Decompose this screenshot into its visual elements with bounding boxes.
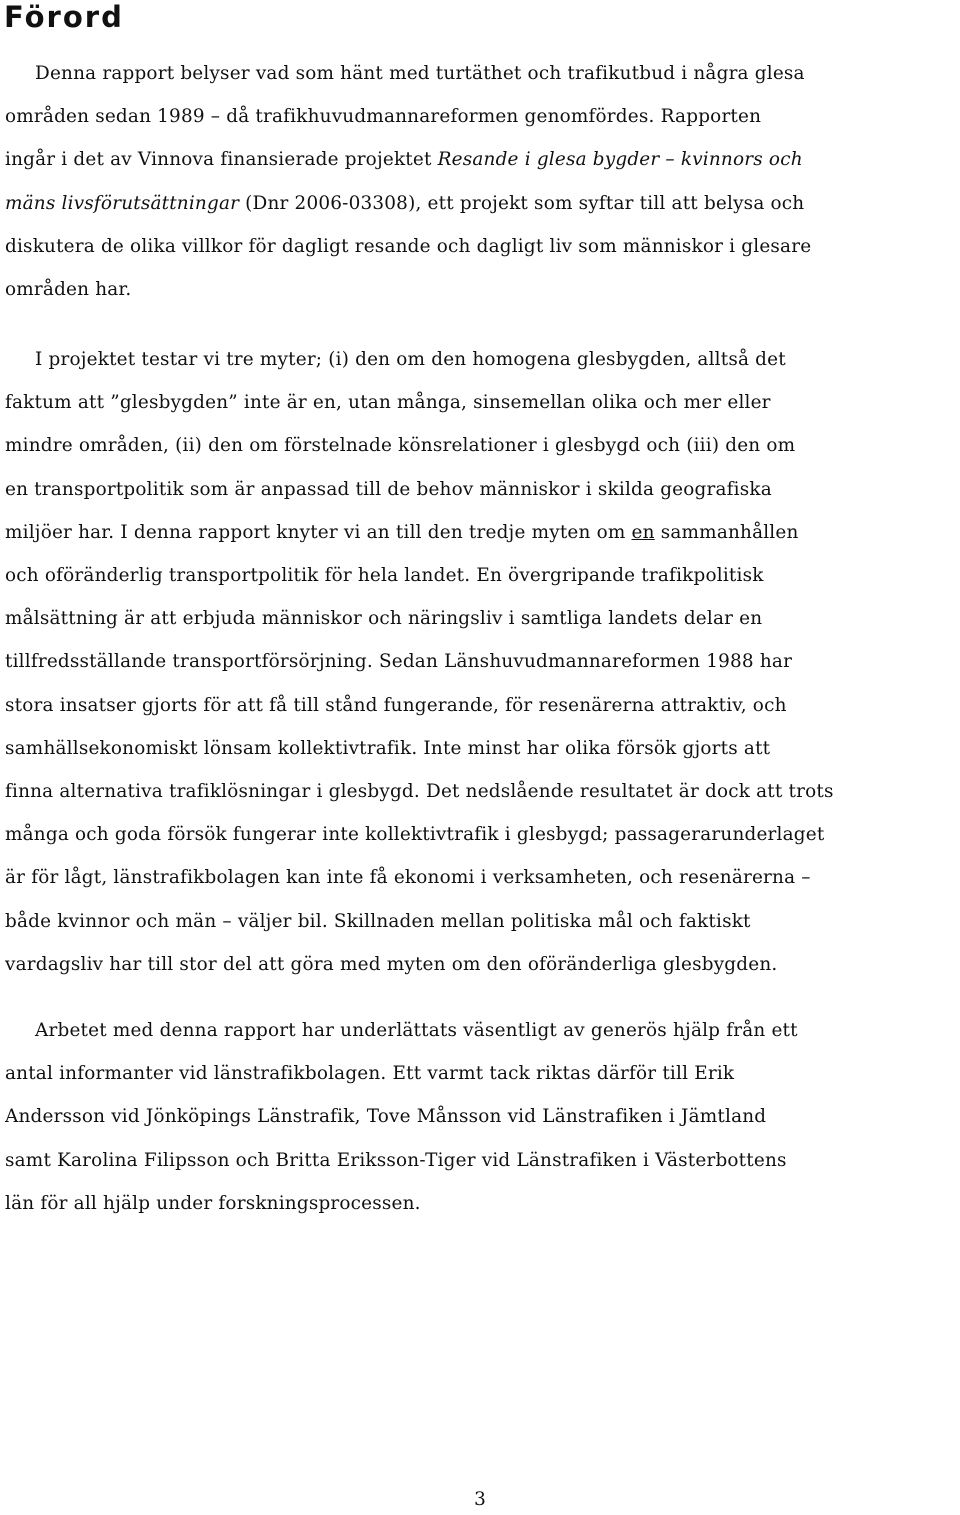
text-line: mindre områden, (ii) den om förstelnade könsrelationer i glesbygd och (iii) den om	[5, 435, 796, 457]
text-line: Denna rapport belyser vad som hänt med turtäthet och trafikutbud i några glesa	[35, 63, 805, 84]
text-line: Arbetet med denna rapport har underlättats väsentligt av generös hjälp från ett	[35, 1020, 798, 1041]
text-line: målsättning är att erbjuda människor och näringsliv i samtliga landets delar en	[5, 608, 763, 630]
text-line: faktum att ”glesbygden” inte är en, utan många, sinsemellan olika och mer eller	[5, 392, 771, 414]
text-line: vardagsliv har till stor del att göra med myten om den oföränderliga glesbygden.	[5, 953, 778, 975]
text-fragment: (Dnr 2006-03308), ett projekt som syftar till att belysa och	[239, 192, 805, 214]
text-line: både kvinnor och män – väljer bil. Skillnaden mellan politiska mål och faktiskt	[5, 910, 751, 932]
text-line	[5, 511, 955, 554]
text-line: områden sedan 1989 – då trafikhuvudmannareformen genomfördes. Rapporten	[5, 106, 762, 128]
project-title-fragment: mäns livsförutsättningar	[5, 192, 240, 214]
page-number: 3	[474, 1489, 486, 1510]
text-line: tillfredsställande transportförsörjning. Sedan Länshuvudmannareformen 1988 har	[5, 651, 793, 673]
paragraph-intro	[5, 52, 955, 311]
text-line: och oföränderlig transportpolitik för hela landet. En övergripande trafikpolitisk	[5, 565, 764, 587]
text-line: är för lågt, länstrafikbolagen kan inte få ekonomi i verksamheten, och resenärerna –	[5, 867, 811, 889]
text-line: en transportpolitik som är anpassad till de behov människor i skilda geografiska	[5, 478, 772, 500]
text-fragment: sammanhållen	[654, 521, 799, 543]
text-line: samhällsekonomiskt lönsam kollektivtrafik. Inte minst har olika försök gjorts att	[5, 737, 771, 759]
underlined-word: en	[631, 521, 655, 543]
text-line: finna alternativa trafiklösningar i glesbygd. Det nedslående resultatet är dock att trots	[5, 781, 834, 803]
text-fragment: ingår i det av Vinnova finansierade projektet	[5, 149, 438, 171]
text-line: områden har.	[5, 279, 132, 301]
text-line: antal informanter vid länstrafikbolagen. Ett varmt tack riktas därför till Erik	[5, 1063, 735, 1085]
project-title-fragment: Resande i glesa bygder – kvinnors och	[437, 149, 803, 171]
text-line: Andersson vid Jönköpings Länstrafik, Tove Månsson vid Länstrafiken i Jämtland	[5, 1106, 767, 1128]
text-line: diskutera de olika villkor för dagligt resande och dagligt liv som människor i glesare	[5, 235, 812, 257]
paragraph-acknowledgements	[5, 1009, 955, 1225]
text-line: många och goda försök fungerar inte kollektivtrafik i glesbygd; passagerarunderlaget	[5, 824, 825, 846]
text-line	[5, 138, 955, 181]
text-line: län för all hjälp under forskningsprocessen.	[5, 1192, 421, 1214]
text-line: samt Karolina Filipsson och Britta Eriksson-Tiger vid Länstrafiken i Västerbottens	[5, 1149, 787, 1171]
paragraph-myths	[5, 338, 955, 986]
text-line	[5, 182, 955, 225]
text-fragment: miljöer har. I denna rapport knyter vi an till den tredje myten om	[5, 521, 632, 543]
page-title: Förord	[4, 0, 124, 34]
text-line: I projektet testar vi tre myter; (i) den om den homogena glesbygden, alltså det	[35, 349, 786, 370]
text-line: stora insatser gjorts för att få till stånd fungerande, för resenärerna attraktiv, och	[5, 694, 787, 716]
